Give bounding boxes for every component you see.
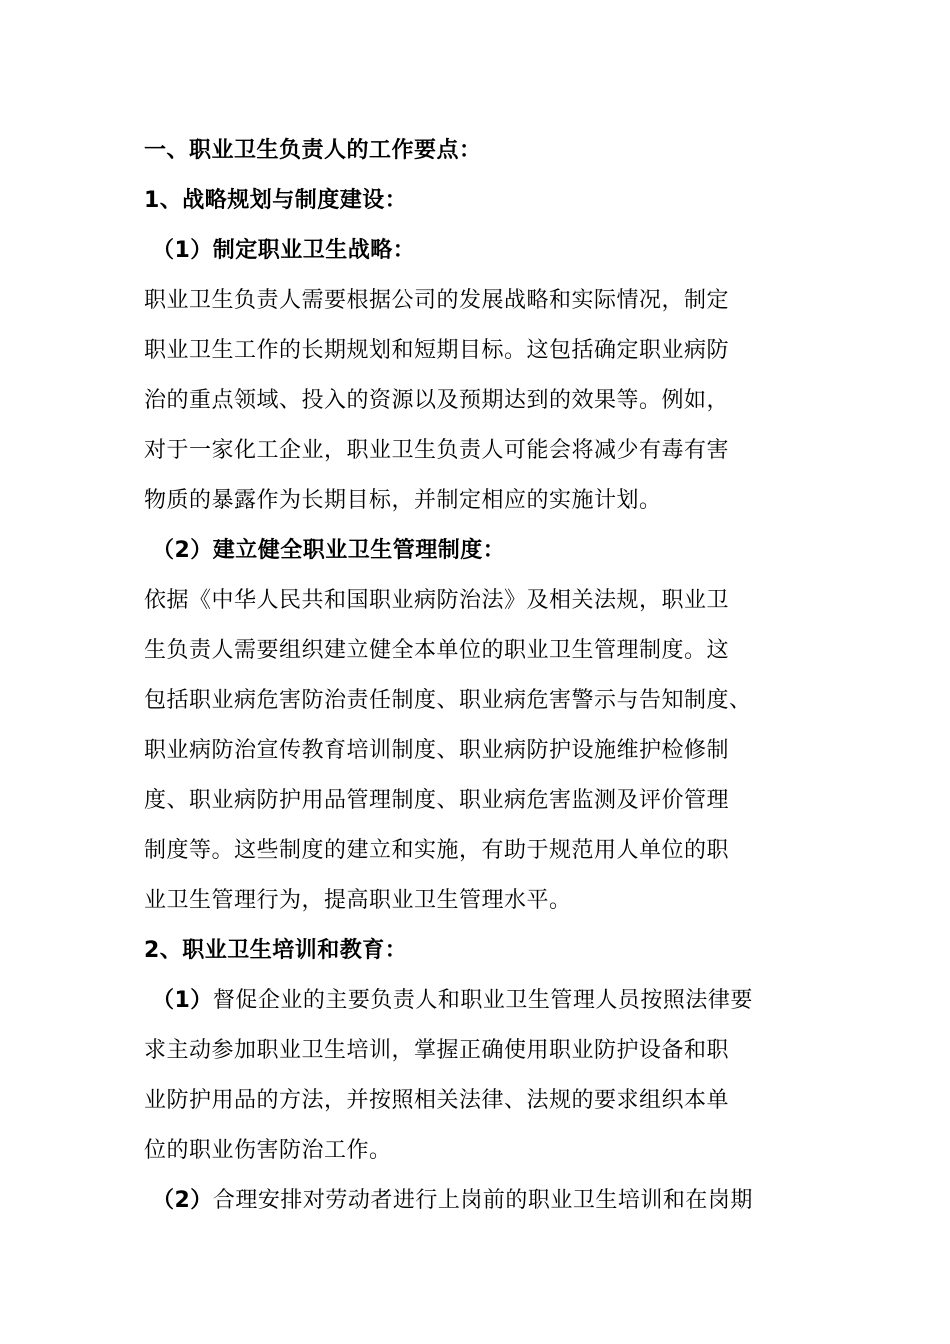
paragraph-line: 制度等。这些制度的建立和实施，有助于规范用人单位的职 <box>144 838 730 863</box>
paragraph-line: 职业卫生工作的长期规划和短期目标。这包括确定职业病防 <box>144 338 730 363</box>
section-2-title: 2、职业卫生培训和教育： <box>144 938 408 963</box>
paragraph-line: 业卫生管理行为，提高职业卫生管理水平。 <box>144 888 572 913</box>
subsection-1-1-title: （1）制定职业卫生战略： <box>152 238 416 263</box>
paragraph-line: 度、职业病防护用品管理制度、职业病危害监测及评价管理 <box>144 788 730 813</box>
paragraph-line: 治的重点领域、投入的资源以及预期达到的效果等。例如， <box>144 388 730 413</box>
paragraph-line: 物质的暴露作为长期目标，并制定相应的实施计划。 <box>144 488 662 513</box>
main-heading: 一、职业卫生负责人的工作要点： <box>144 138 482 163</box>
list-item-marker: （1） <box>152 988 213 1013</box>
list-item-marker: （2） <box>152 1188 213 1213</box>
paragraph-line: 依据《中华人民共和国职业病防治法》及相关法规，职业卫 <box>144 588 730 613</box>
paragraph-line: 业防护用品的方法，并按照相关法律、法规的要求组织本单 <box>144 1088 730 1113</box>
paragraph-line: 生负责人需要组织建立健全本单位的职业卫生管理制度。这 <box>144 638 730 663</box>
list-item-text: 督促企业的主要负责人和职业卫生管理人员按照法律要 <box>212 988 753 1013</box>
list-item-1-first-line <box>152 976 872 1026</box>
paragraph-line: 求主动参加职业卫生培训，掌握正确使用职业防护设备和职 <box>144 1038 730 1063</box>
paragraph-line: 职业卫生负责人需要根据公司的发展战略和实际情况，制定 <box>144 288 730 313</box>
list-item-text: 合理安排对劳动者进行上岗前的职业卫生培训和在岗期 <box>212 1188 753 1213</box>
list-item-2-first-line <box>152 1176 872 1226</box>
paragraph-line: 包括职业病危害防治责任制度、职业病危害警示与告知制度、 <box>144 688 752 713</box>
paragraph-line: 对于一家化工企业，职业卫生负责人可能会将减少有毒有害 <box>144 438 730 463</box>
paragraph-line: 位的职业伤害防治工作。 <box>144 1138 392 1163</box>
subsection-1-2-title: （2）建立健全职业卫生管理制度： <box>152 538 506 563</box>
section-1-title: 1、战略规划与制度建设： <box>144 188 408 213</box>
paragraph-line: 职业病防治宣传教育培训制度、职业病防护设施维护检修制 <box>144 738 730 763</box>
